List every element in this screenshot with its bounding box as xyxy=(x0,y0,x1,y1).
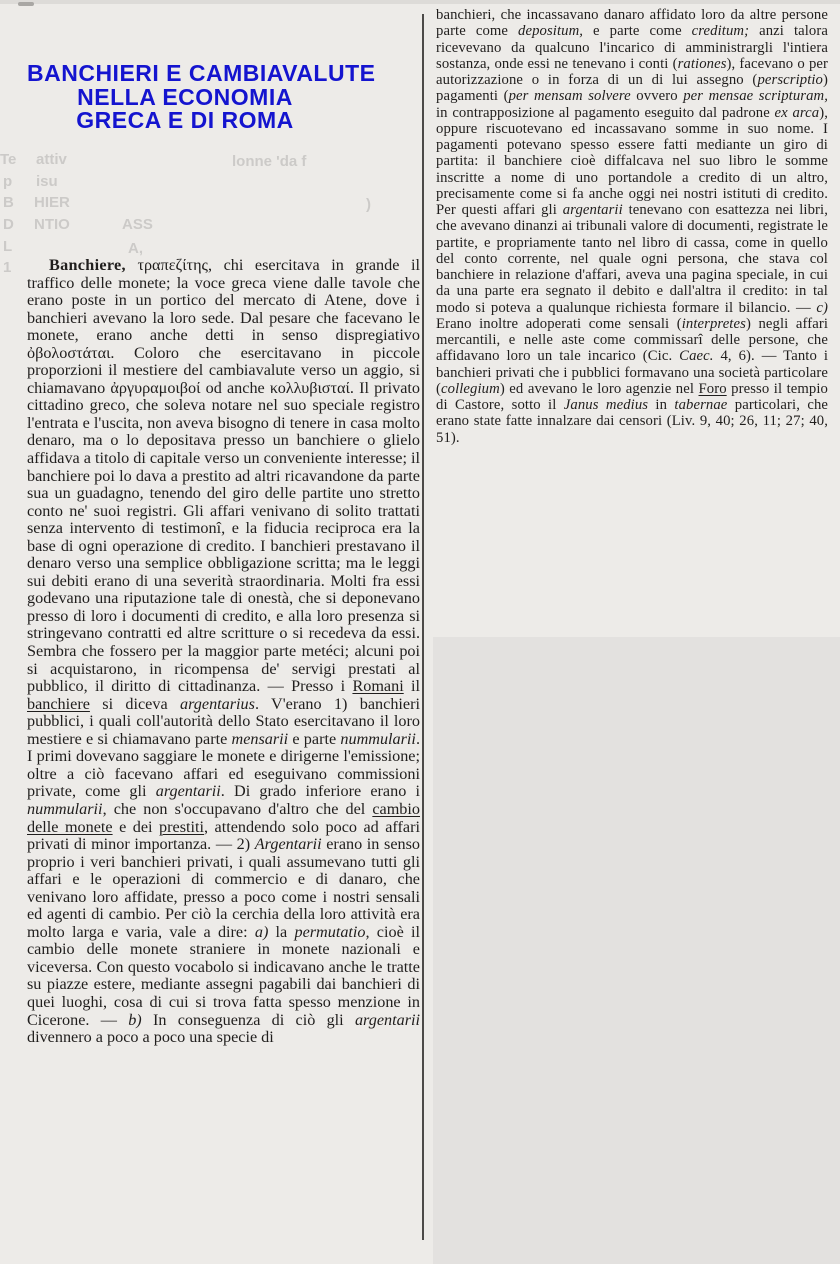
left-text-column xyxy=(27,257,420,1249)
ghost-fragment: L xyxy=(3,238,13,255)
ghost-fragment: ASS xyxy=(122,216,153,233)
ghost-fragment: p xyxy=(3,173,13,190)
ghost-fragment: isu xyxy=(36,173,58,190)
article-body-right: banchieri, che incassavano danaro affidato loro da altre persone parte come depositum, e parte come creditum; anzi talora ricevevano da qualcuno l'incarico di amministrargli l'intiera sostanza, onde essi ne tenevano i conti (rationes), facevano o per autorizzazione o in forza di un di lui assegno (perscriptio) pagamenti (per mensam solvere ovvero per mensae scripturam, in contrapposizione al pagamento eseguito dal padrone ex arca), oppure riscuotevano ed incassavano somme in suo nome. I pagamenti potevano spesso essere fatti mediante un giro di partita: il banchiere cioè diffalcava nel suo libro le somme inscritte a nome di uno portandole a credito di un altro, precisamente come si fa anche oggi nei nostri istituti di credito. Per questi affari gli argentarii tenevano con esattezza nei libri, che avevano dinanzi ai tribunali valore di documenti, registrate le partite, e propriamente tanto nel libro di cassa, come in quello del conto corrente, nel quale ogni persona, che stava col banchiere in relazione d'affari, aveva una pagina speciale, in cui da una parte era segnato il debito e dall'altra il credito: in tal modo si poteva a qualunque richiesta formare il bilancio. — c) Erano inoltre adoperati come sensali (interpretes) negli affari mercantili, e nelle aste come commissarî delle persone, che affidavano loro un tale incarico (Cic. Caec. 4, 6). — Tanto i banchieri privati che i pubblici formavano una società particolare (collegium) ed avevano le loro agenzie nel Foro presso il tempio di Castore, sotto il Janus medius in tabernae particolari, che erano state fatte innalzare dai censori (Liv. 9, 40; 26, 11; 27; 40, 51). xyxy=(436,7,828,446)
article-title-line-2: NELLA ECONOMIA xyxy=(77,83,293,110)
ghost-fragment: NTIO xyxy=(34,216,70,233)
ghost-fragment: D xyxy=(3,216,14,233)
article-title-line-1: BANCHIERI E CAMBIAVALUTE xyxy=(27,60,376,86)
scan-edge-strip xyxy=(0,0,840,4)
right-text-column xyxy=(436,7,828,641)
ghost-fragment: B xyxy=(3,194,14,211)
ghost-fragment: A, xyxy=(128,240,143,257)
ghost-fragment: ) xyxy=(366,196,371,213)
article-body-left: Banchiere, τραπεζίτης, chi esercitava in grande il traffico delle monete; la voce greca viene dalle tavole che erano poste in un portico del mercato di Atene, dove i banchieri avevano la loro sede. Dal pesare che facevano le monete, erano anche detti in senso dispregiativo ὀβολοστάται. Coloro che esercitavano in piccole proporzioni il mestiere del cambiavalute verso un aggio, si chiamavano ἀργυραμοιβοί od anche κολλυβισταί. Il privato cittadino greco, che soleva notare nel suo speciale registro l'entrata e l'uscita, non aveva bisogno di tenere in casa molto denaro, ma o lo depositava presso un banchiere o glielo affidava a titolo di capitale verso un conveniente interesse; il banchiere poi lo dava a prestito ad altri ricavandone da parte sua un guadagno, tenendo del giro delle partite uno stretto conto ne' suoi registri. Gli affari venivano di solito trattati senza intervento di testimonî, e la fiducia reciproca era la base di ogni operazione di credito. I banchieri prestavano il denaro verso una semplice obbligazione scritta; ma le leggi sui debiti erano di una severità straordinaria. Molti fra essi godevano una riputazione tale di onestà, che si deponevano presso di loro i documenti di credito, e alla loro presenza si stringevano contratti ed altre scritture o si recedeva da essi. Sembra che fossero per la maggior parte metéci; alcuni poi si acquistarono, in ricompensa de' servigi prestati al pubblico, il diritto di cittadinanza. — Presso i Romani il banchiere si diceva argentarius. V'erano 1) banchieri pubblici, i quali coll'autorità dello Stato esercitavano il loro mestiere e si chiamavano parte mensarii e parte nummularii. I primi dovevano saggiare le monete e dirigerne l'emissione; oltre a ciò facevano affari ed eseguivano commissioni private, come gli argentarii. Di grado inferiore erano i nummularii, che non s'occupavano d'altro che del cambio delle monete e dei prestiti, attendendo solo poco ad affari privati di minor importanza. — 2) Argentarii erano in senso proprio i veri banchieri privati, i quali assumevano tutti gli affari e le operazioni di commercio e di danaro, che venivano loro affidate, presso a poco come i nostri sensali ed agenti di cambio. Per ciò la cerchia della loro attività era molto larga e varia, vale a dire: a) la permutatio, cioè il cambio delle monete straniere in monete nazionali e viceversa. Con questo vocabolo si indicavano anche le tratte su piazze estere, mediante assegni pagabili dai banchieri di quei luoghi, cosa di cui si trova fatta spesso menzione in Cicerone. — b) In conseguenza di ciò gli argentarii divennero a poco a poco una specie di xyxy=(27,257,420,1047)
blank-lower-right-region xyxy=(433,637,840,1264)
ghost-fragment: lonne 'da f xyxy=(232,153,307,170)
ghost-fragment: attiv xyxy=(36,151,67,168)
column-divider-rule xyxy=(422,14,424,1240)
ghost-fragment: Te xyxy=(0,151,17,168)
article-title xyxy=(27,60,376,133)
ghost-fragment: HIER xyxy=(34,194,70,211)
ghost-fragment: 1 xyxy=(3,259,12,276)
article-title-line-3: GRECA E DI ROMA xyxy=(76,107,294,133)
scan-smudge xyxy=(18,2,34,6)
